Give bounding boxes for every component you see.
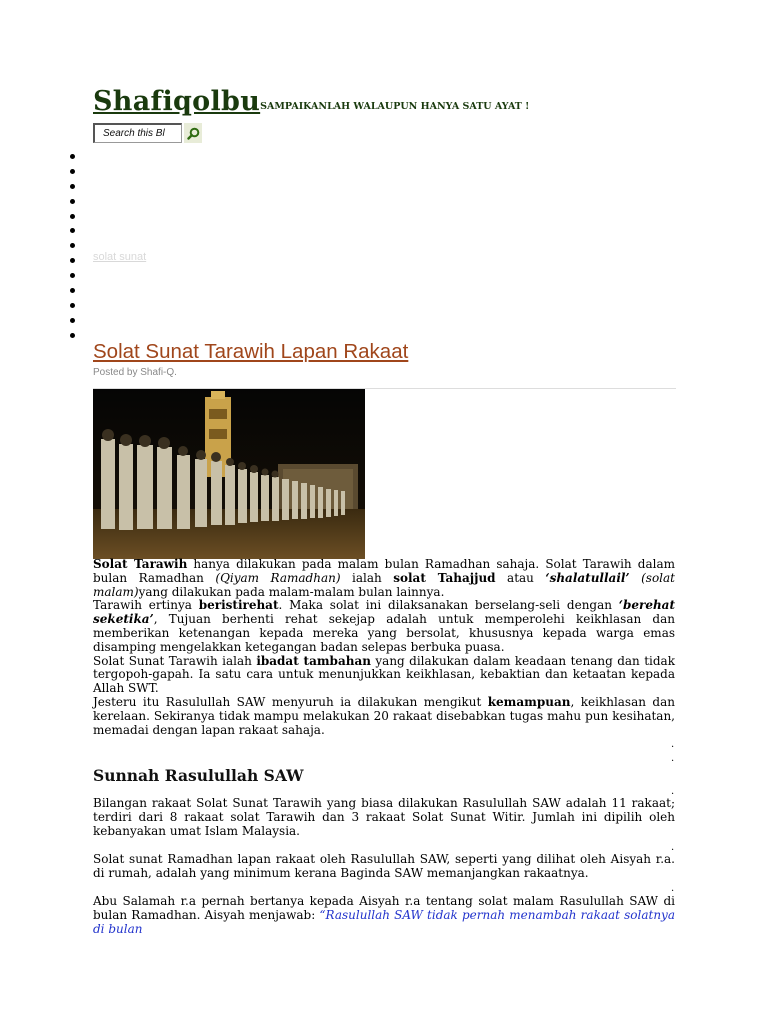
post-body-sunnah [93,797,675,838]
paragraph: Solat Sunat Tarawih ialah ibadat tambahan yang dilakukan dalam keadaan tenang dan tidak tergopoh-gapah. Ia satu cara untuk menunjukkan keikhlasan, kebaktian dan ketaatan kepada Allah SWT. [93,653,675,696]
paragraph: Solat Tarawih hanya dilakukan pada malam bulan Ramadhan sahaja. Solat Tarawih dalam bulan Ramadhan (Qiyam Ramadhan) ialah solat Tahajjud atau ‘shalatullail’ (solat malam)yang dilakukan pada malam-malam bulan lainnya. [93,557,675,599]
paragraph: Solat sunat Ramadhan lapan rakaat oleh Rasulullah SAW, seperti yang dilihat oleh Aisyah r.a. di rumah, adalah yang minimum kerana Baginda SAW memanjangkan rakaatnya. [93,852,675,880]
paragraph: Abu Salamah r.a pernah bertanya kepada Aisyah r.a tentang solat malam Rasulullah SAW di bulan Ramadhan. Aisyah menjawab: “Rasulullah SAW tidak pernah menambah rakaat solatnya di bulan [93,894,675,936]
paragraph: Jesteru itu Rasulullah SAW menyuruh ia dilakukan mengikut kemampuan, keikhlasan dan kerelaan. Sekiranya tidak mampu melakukan 20 rakaat disebabkan tugas mahu pun kesihatan, memadai dengan lapan rakaat sahaja. [93,694,675,737]
search-form [93,123,202,143]
dot-mark: . [671,883,675,894]
post-byline: Posted by Shafi-Q. [93,367,177,378]
site-header [93,86,529,117]
post-photo-mosque-prayer [93,389,365,559]
section-heading: Sunnah Rasulullah SAW [93,766,304,785]
post-body-sunnah-2 [93,853,675,881]
search-button[interactable] [184,123,202,143]
paragraph: Bilangan rakaat Solat Sunat Tarawih yang biasa dilakukan Rasulullah SAW adalah 11 rakaat; terdiri dari 8 rakaat solat Tarawih dan 3 rakaat Solat Sunat Witir. Jumlah ini dipilih oleh kebanyakan umat Islam Malaysia. [93,796,675,838]
paragraph: Tarawih ertinya beristirehat. Maka solat ini dilaksanakan berselang-seli dengan ‘berehat seketika’, Tujuan berhenti rehat sekejap adalah untuk memperolehi keikhlasan dan memberikan ketenangan kepada mereka yang bersolat, khususnya kepada warga emas disamping mengelakkan ketegangan badan selepas berbuka puasa. [93,598,675,654]
quote-text: “Rasulullah SAW tidak pernah menambah rakaat solatnya di bulan [93,907,675,936]
post-body-sunnah-3 [93,895,675,936]
nav-link-solat-sunat[interactable]: solat sunat [93,251,147,264]
search-icon [187,127,200,140]
search-input[interactable]: Search this Bl [93,123,182,143]
dot-mark: . [671,753,675,764]
site-name-link[interactable]: Shafiqolbu [93,86,261,117]
site-tagline: SAMPAIKANLAH WALAUPUN HANYA SATU AYAT ! [260,101,530,112]
post-body-intro [93,558,675,737]
dot-mark: . [671,739,675,750]
dot-mark: . [671,842,675,853]
post-title[interactable]: Solat Sunat Tarawih Lapan Rakaat [93,340,409,363]
dot-mark: . [671,786,675,797]
